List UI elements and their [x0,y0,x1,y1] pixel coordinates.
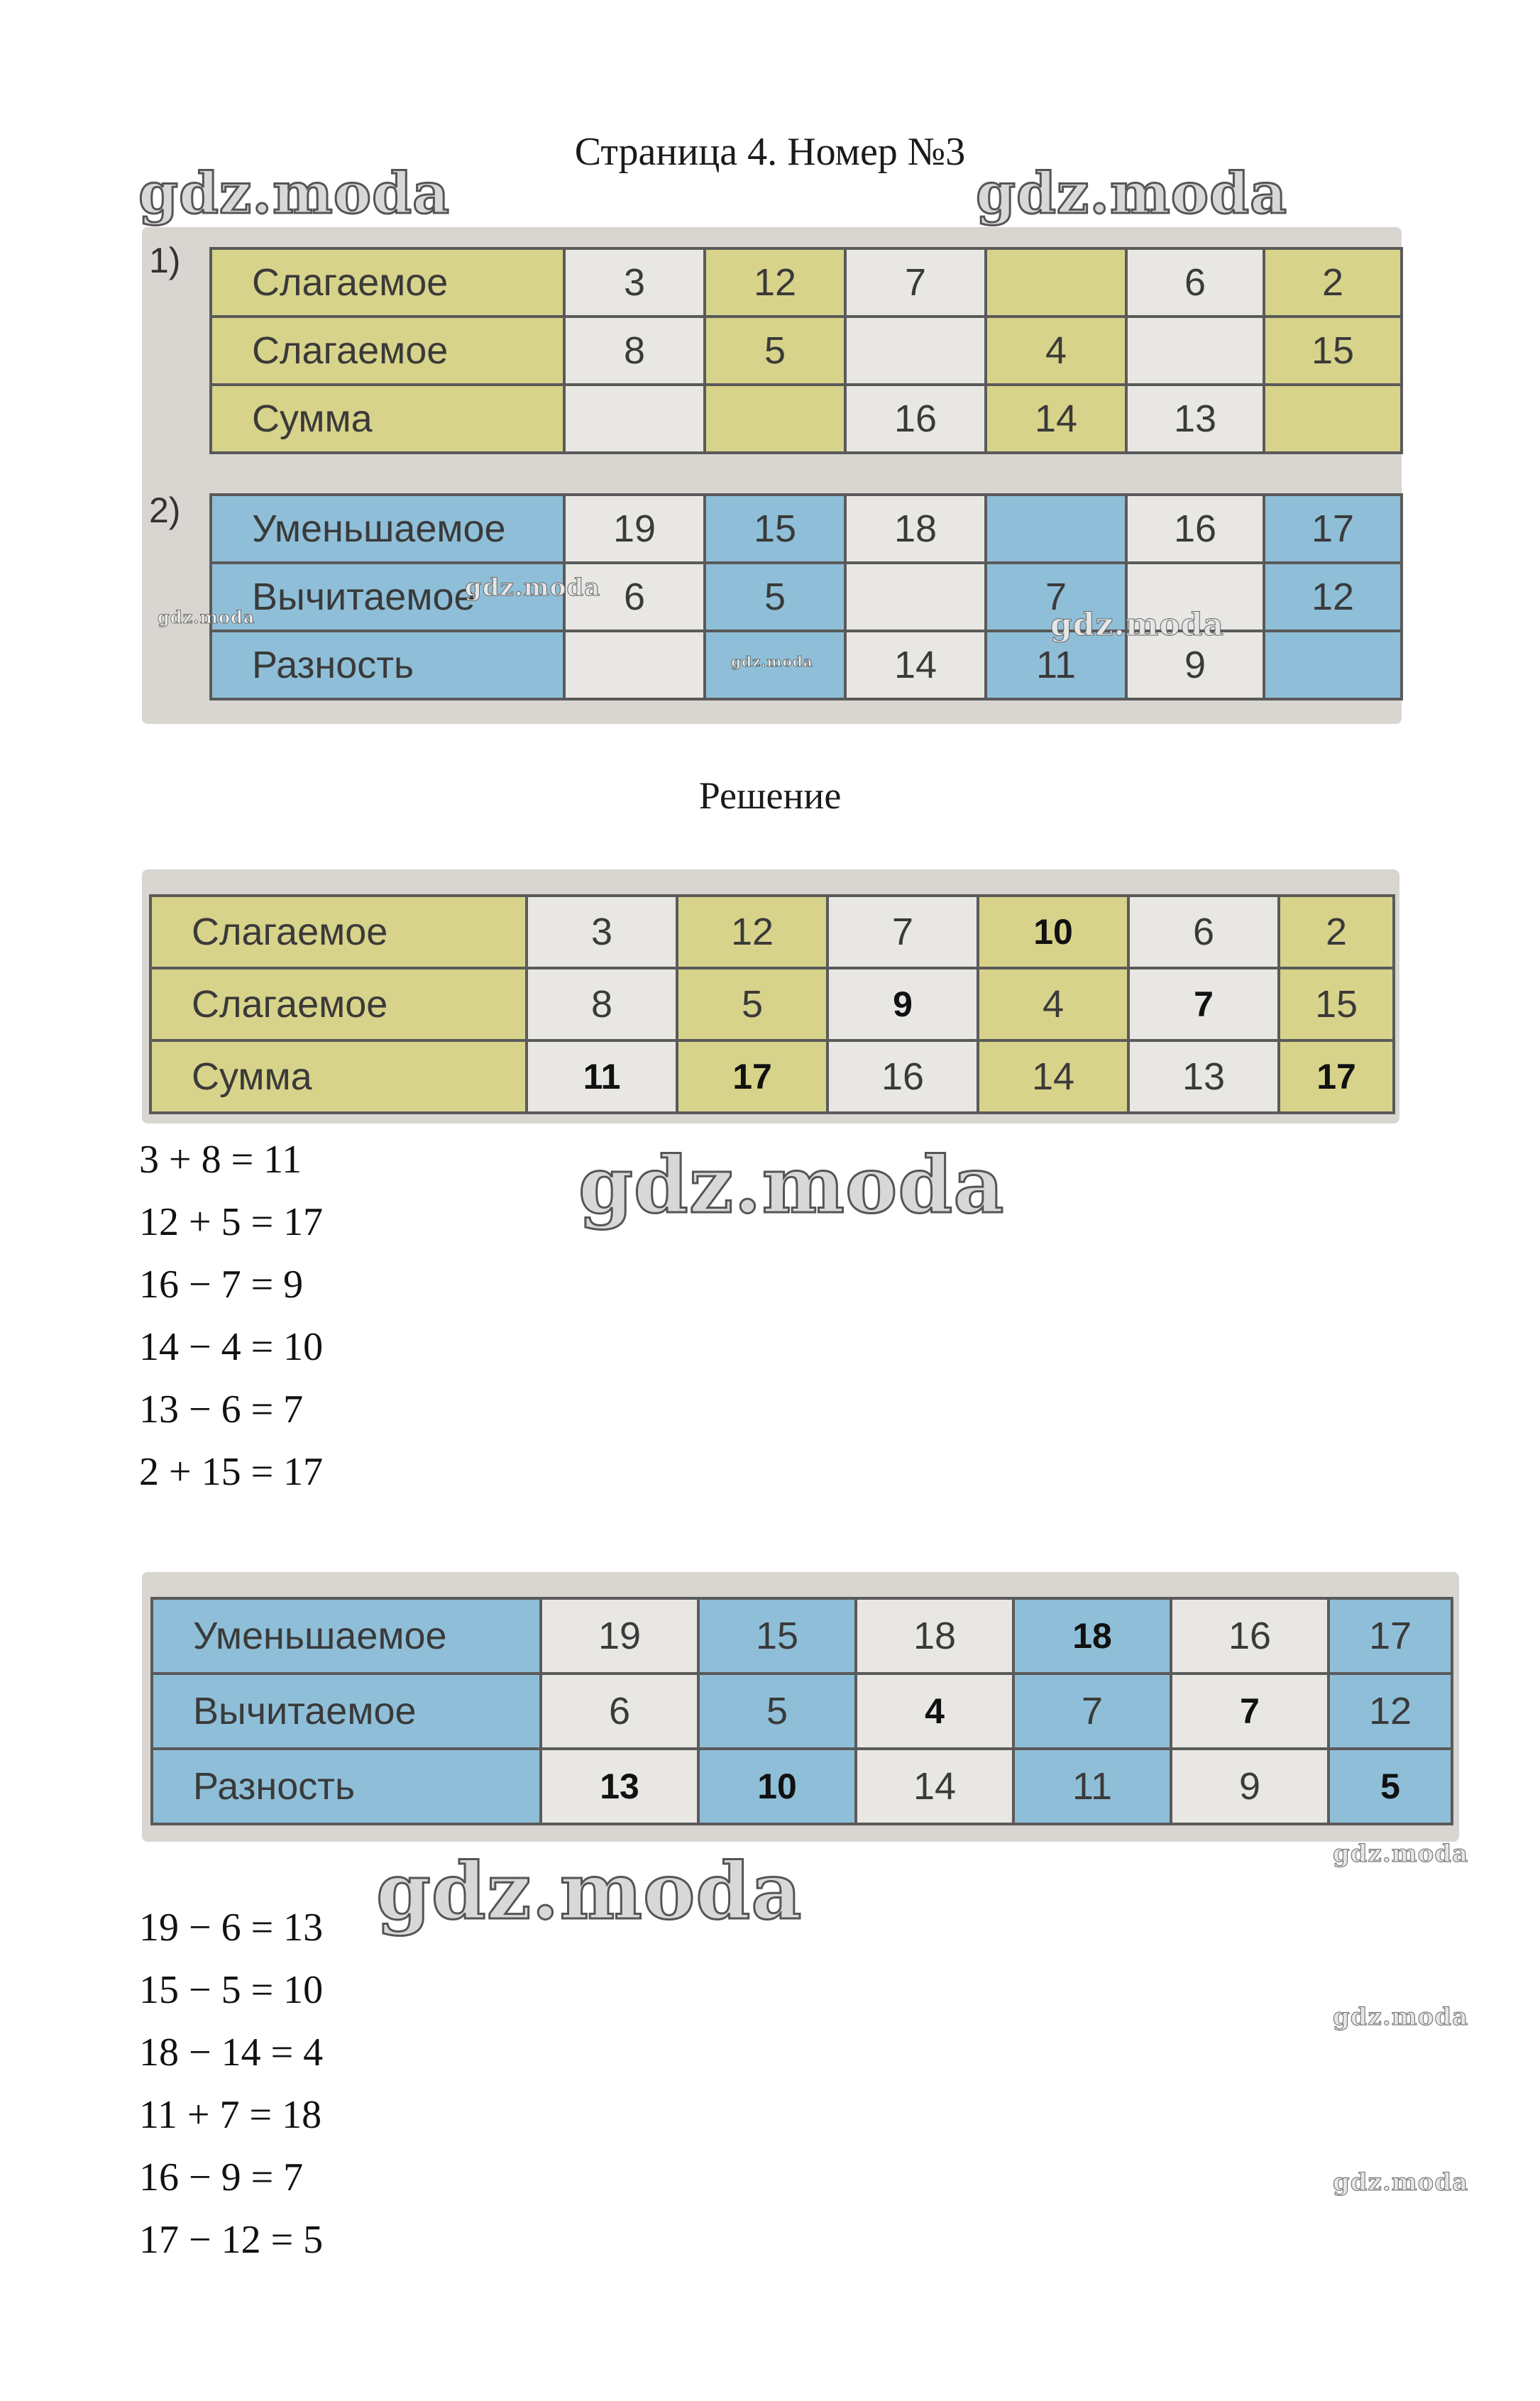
table-cell: 8 [564,317,705,385]
watermark: gdz.moda [138,160,450,226]
table-cell: 7 [827,896,978,968]
row-header: Сумма [150,1040,527,1113]
table-cell: 7 [986,563,1126,631]
table-cell: 13 [1128,1040,1279,1113]
row-header: Вычитаемое [152,1674,541,1749]
solution2-equations [139,1896,323,2271]
task-photo [142,227,1402,724]
answer-cell: 17 [1279,1040,1394,1113]
row-header: Уменьшаемое [211,495,564,563]
table-cell: 15 [698,1598,856,1674]
equation: 14 − 4 = 10 [139,1325,324,1369]
table-cell [564,385,705,453]
table-cell [564,631,705,699]
solution1-photo [142,869,1399,1123]
equation: 11 + 7 = 18 [139,2093,322,2137]
table-cell: 2 [1279,896,1394,968]
equation: 18 − 14 = 4 [139,2031,324,2075]
table-cell: 15 [705,495,845,563]
row-header: Слагаемое [150,968,527,1040]
solution1-equations [139,1128,323,1503]
answer-cell: 11 [527,1040,677,1113]
equation: 2 + 15 = 17 [139,1450,324,1494]
table-cell: 16 [1171,1598,1329,1674]
equation: 16 − 7 = 9 [139,1263,304,1307]
table-cell: 6 [1128,896,1279,968]
table-cell: 16 [827,1040,978,1113]
answer-cell: 9 [827,968,978,1040]
watermark: gdz.moda [731,653,813,670]
table-cell: 18 [856,1598,1013,1674]
table-cell: 14 [986,385,1126,453]
answer-cell: 10 [978,896,1128,968]
table-cell [845,563,986,631]
table-cell [705,385,845,453]
task1-table [209,247,1403,454]
table-cell: 13 [1126,385,1264,453]
solution2-photo [142,1572,1459,1842]
table-cell: 4 [986,317,1126,385]
table-cell: 14 [856,1749,1013,1824]
row-header: Уменьшаемое [152,1598,541,1674]
table-cell: 2 [1264,248,1402,317]
table-cell: 5 [705,317,845,385]
table-cell: 9 [1126,631,1264,699]
row-header: Разность [152,1749,541,1824]
table-cell: 19 [564,495,705,563]
table-cell: 9 [1171,1749,1329,1824]
row-header: Слагаемое [150,896,527,968]
table-cell: 16 [1126,495,1264,563]
table-cell: 11 [1013,1749,1171,1824]
answer-cell: 10 [698,1749,856,1824]
solution2-table [150,1597,1453,1825]
table-cell: 15 [1279,968,1394,1040]
task1-label: 1) [149,241,181,280]
table-cell: 5 [705,563,845,631]
answer-cell: 4 [856,1674,1013,1749]
answer-cell: 13 [541,1749,698,1824]
solution1-table [149,894,1395,1114]
watermark: gdz.moda [465,573,601,602]
watermark: gdz.moda [158,607,255,627]
table-cell: 14 [978,1040,1128,1113]
table-cell: 5 [698,1674,856,1749]
equation: 17 − 12 = 5 [139,2218,324,2262]
table-cell [986,248,1126,317]
watermark: gdz.moda [1333,2168,1469,2197]
equation: 13 − 6 = 7 [139,1388,304,1432]
answer-cell: 17 [677,1040,827,1113]
solution-heading: Решение [698,774,842,817]
table-cell: 16 [845,385,986,453]
row-header: Слагаемое [211,248,564,317]
watermark: gdz.moda [578,1139,1005,1231]
table-cell [845,317,986,385]
watermark: gdz.moda [976,160,1287,226]
table-cell: 6 [564,563,705,631]
equation: 3 + 8 = 11 [139,1138,302,1182]
table-cell [1126,317,1264,385]
row-header: Вычитаемое [211,563,564,631]
answer-cell: 18 [1013,1598,1171,1674]
answer-cell: 7 [1171,1674,1329,1749]
table-cell: 15 [1264,317,1402,385]
table-cell: 3 [527,896,677,968]
table-cell: 3 [564,248,705,317]
table-cell: 5 [677,968,827,1040]
table-cell: 12 [1329,1674,1452,1749]
row-header: Сумма [211,385,564,453]
watermark: gdz.moda [1333,1840,1469,1868]
table-cell: 6 [541,1674,698,1749]
table-cell: 18 [845,495,986,563]
page-title: Страница 4. Номер №3 [574,130,966,174]
table-cell: 12 [677,896,827,968]
table-cell [1264,631,1402,699]
equation: 19 − 6 = 13 [139,1906,324,1950]
table-cell: 12 [1264,563,1402,631]
table-cell: 17 [1329,1598,1452,1674]
equation: 16 − 9 = 7 [139,2155,304,2199]
watermark: gdz.moda [1333,2003,1469,2031]
table-cell: 6 [1126,248,1264,317]
table-cell: 8 [527,968,677,1040]
row-header: Разность [211,631,564,699]
table-cell: 14 [845,631,986,699]
equation: 15 − 5 = 10 [139,1968,324,2012]
row-header: Слагаемое [211,317,564,385]
table-cell: 17 [1264,495,1402,563]
table-cell [1264,385,1402,453]
equation: 12 + 5 = 17 [139,1200,324,1244]
task2-label: 2) [149,490,181,530]
watermark: gdz.moda [1050,607,1225,643]
table-cell [986,495,1126,563]
watermark: gdz.moda [376,1845,803,1937]
answer-cell: 7 [1128,968,1279,1040]
table-cell: 7 [1013,1674,1171,1749]
table-cell: 12 [705,248,845,317]
table-cell: 4 [978,968,1128,1040]
table-cell: 7 [845,248,986,317]
answer-cell: 5 [1329,1749,1452,1824]
table-cell: 19 [541,1598,698,1674]
table-cell: 11 [986,631,1126,699]
